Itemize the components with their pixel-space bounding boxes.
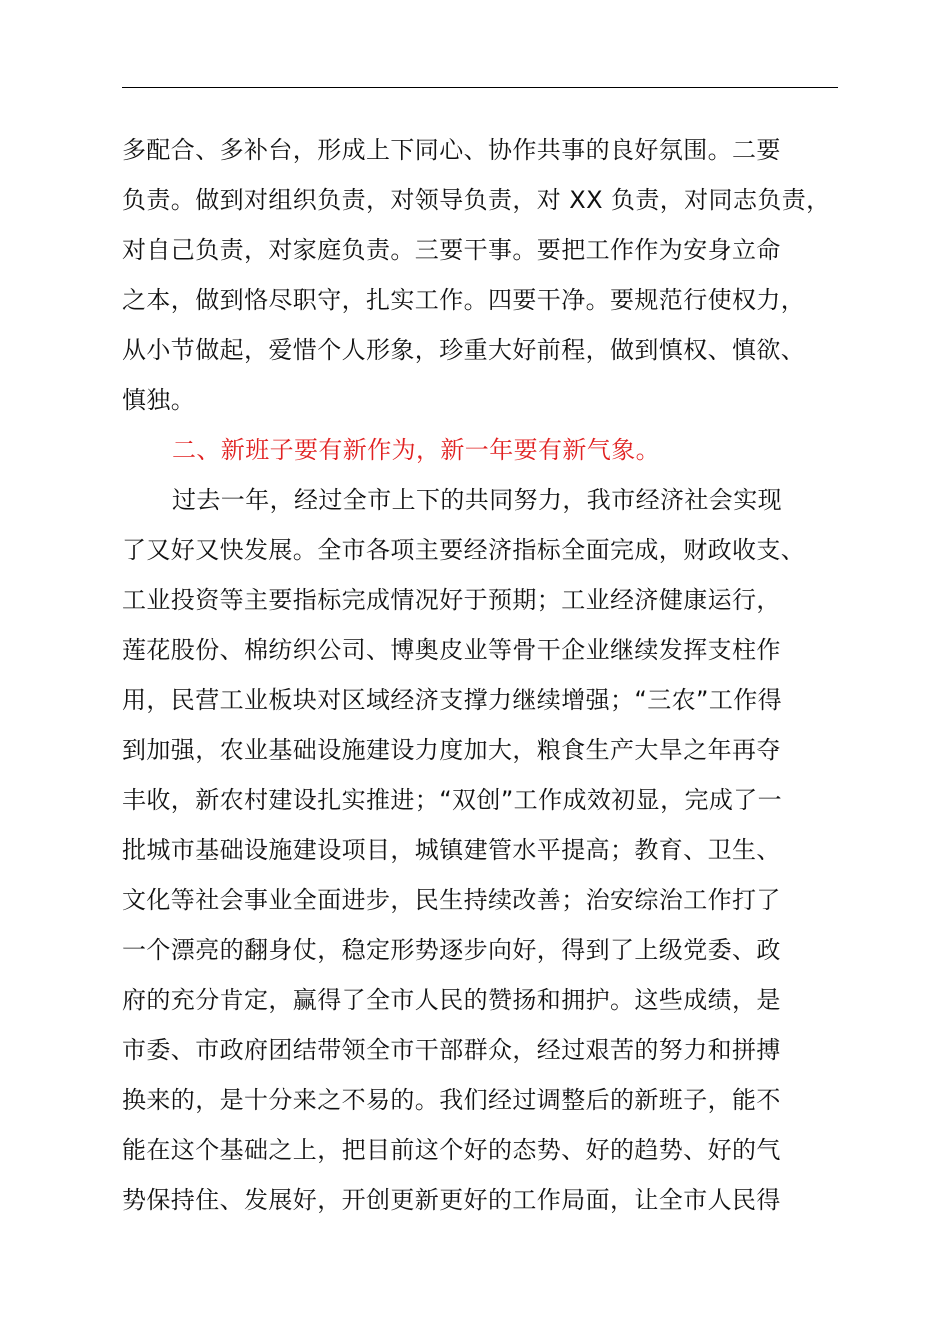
text-line: 多配合、多补台，形成上下同心、协作共事的良好氛围。二要 (122, 136, 781, 164)
text-line: 到加强，农业基础设施建设力度加大，粮食生产大旱之年再夺 (122, 736, 781, 764)
text-line: 负责。做到对组织负责，对领导负责，对 XX 负责，对同志负责， (122, 186, 831, 214)
text-line: 能在这个基础之上，把目前这个好的态势、好的趋势、好的气 (122, 1136, 781, 1164)
text-line: 了又好又快发展。全市各项主要经济指标全面完成，财政收支、 (122, 536, 806, 564)
text-line: 文化等社会事业全面进步，民生持续改善；治安综治工作打了 (122, 886, 781, 914)
text-line: 莲花股份、棉纺织公司、博奥皮业等骨干企业继续发挥支柱作 (122, 636, 781, 664)
section-heading: 二、新班子要有新作为，新一年要有新气象。 (172, 436, 660, 464)
text-line: 换来的，是十分来之不易的。我们经过调整后的新班子，能不 (122, 1086, 781, 1114)
text-line: 丰收，新农村建设扎实推进；“双创”工作成效初显，完成了一 (122, 786, 783, 814)
paragraph-first-line: 过去一年，经过全市上下的共同努力，我市经济社会实现 (172, 486, 782, 514)
header-rule (122, 87, 838, 88)
text-line: 之本，做到恪尽职守，扎实工作。四要干净。要规范行使权力， (122, 286, 806, 314)
document-body (122, 125, 852, 1225)
text-line: 用，民营工业板块对区域经济支撑力继续增强；“三农”工作得 (122, 686, 783, 714)
text-line: 慎独。 (122, 386, 196, 414)
text-line: 府的充分肯定，赢得了全市人民的赞扬和拥护。这些成绩，是 (122, 986, 781, 1014)
text-line: 势保持住、发展好，开创更新更好的工作局面，让全市人民得 (122, 1186, 781, 1214)
text-line: 批城市基础设施建设项目，城镇建管水平提高；教育、卫生、 (122, 836, 781, 864)
text-line: 对自己负责，对家庭负责。三要干事。要把工作作为安身立命 (122, 236, 781, 264)
text-line: 一个漂亮的翻身仗，稳定形势逐步向好，得到了上级党委、政 (122, 936, 781, 964)
text-line: 市委、市政府团结带领全市干部群众，经过艰苦的努力和拼搏 (122, 1036, 781, 1064)
text-line: 工业投资等主要指标完成情况好于预期；工业经济健康运行， (122, 586, 781, 614)
text-line: 从小节做起，爱惜个人形象，珍重大好前程，做到慎权、慎欲、 (122, 336, 806, 364)
